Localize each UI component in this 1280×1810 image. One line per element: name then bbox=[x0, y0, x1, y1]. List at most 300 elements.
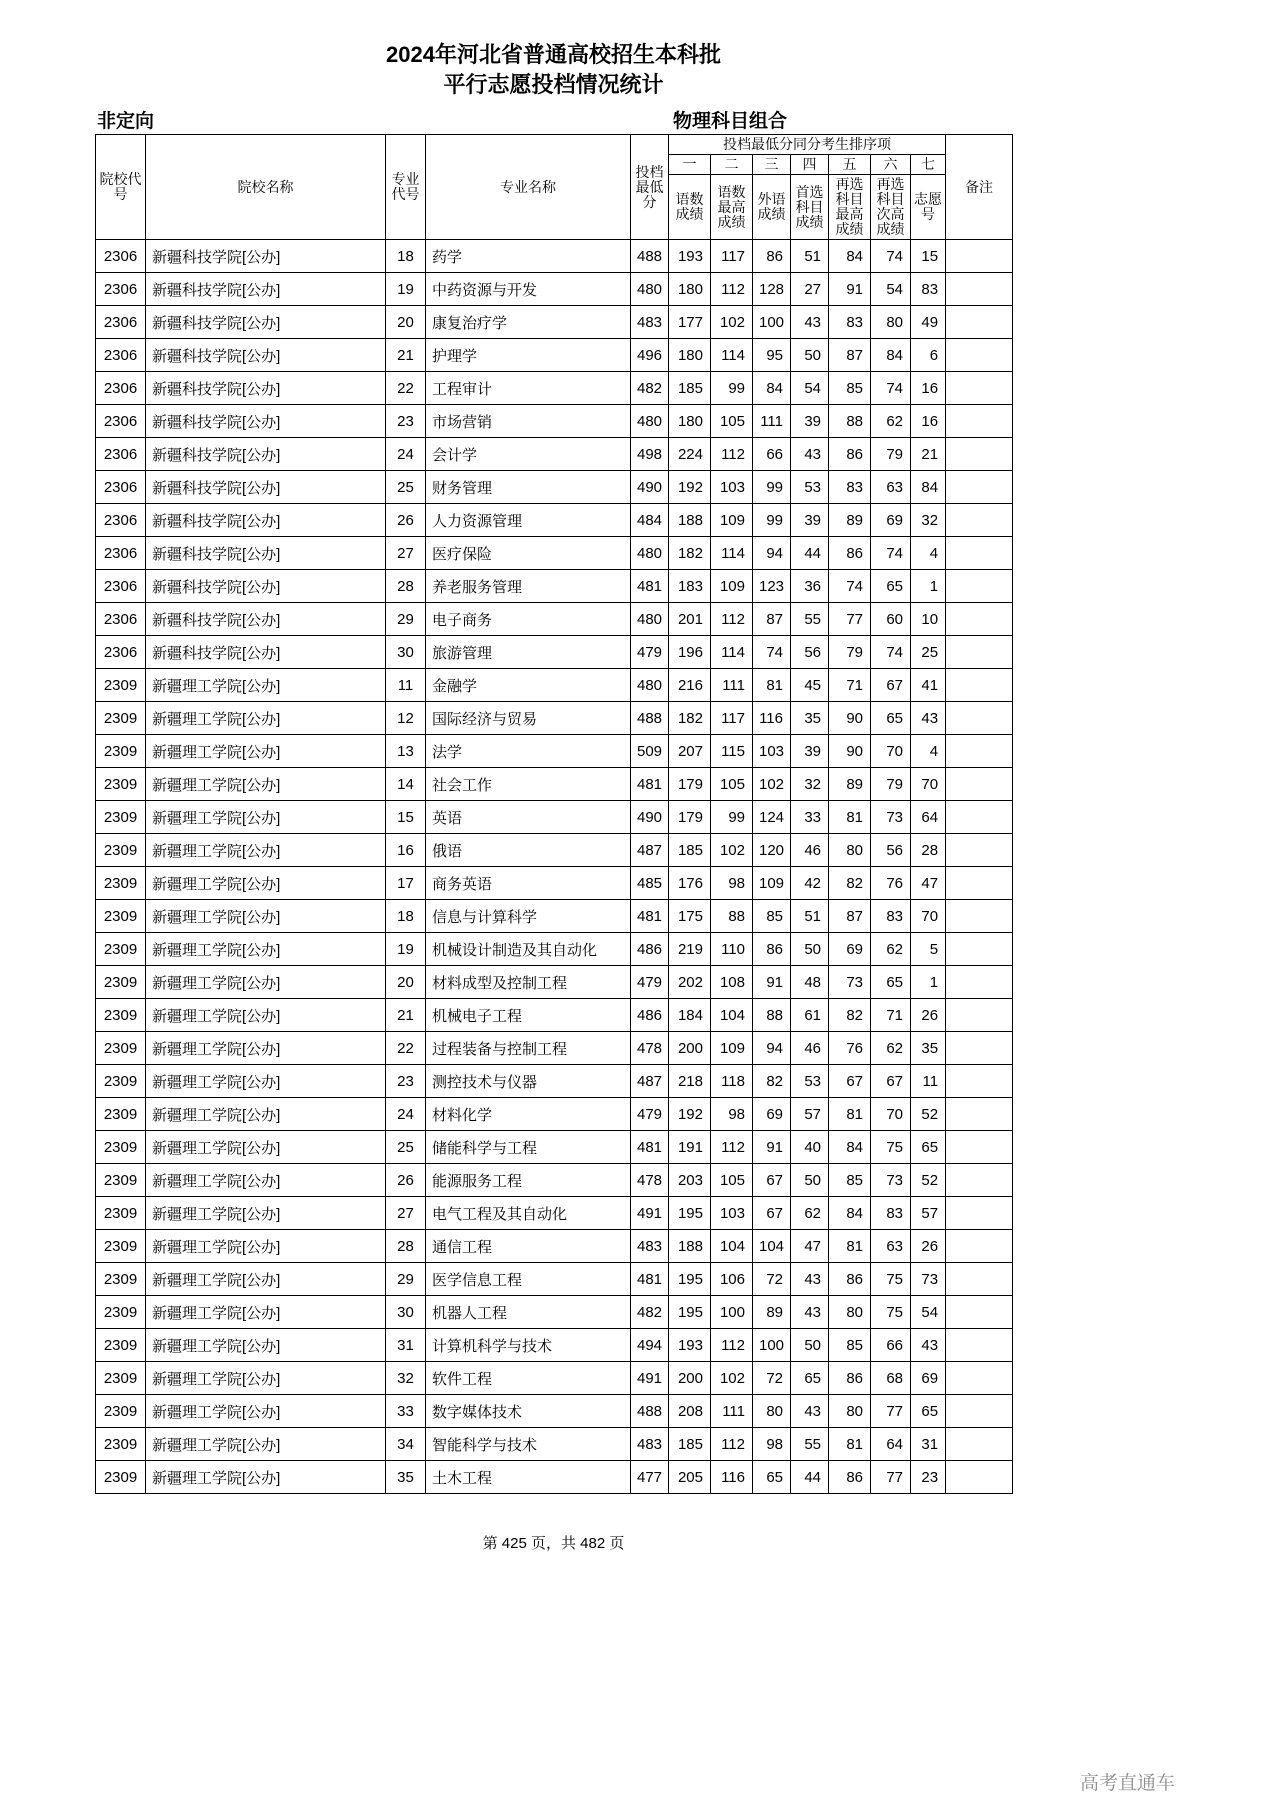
min-score-cell: 481 bbox=[631, 1131, 669, 1164]
sort-2-cell: 115 bbox=[711, 735, 753, 768]
sort-6-cell: 54 bbox=[871, 273, 911, 306]
major-name-cell: 机械设计制造及其自动化 bbox=[426, 933, 631, 966]
remark-cell bbox=[946, 867, 1013, 900]
sort-4-cell: 43 bbox=[791, 1296, 829, 1329]
sort-1-cell: 193 bbox=[669, 240, 711, 273]
sort-7-cell: 43 bbox=[911, 702, 946, 735]
sort-6-cell: 66 bbox=[871, 1329, 911, 1362]
sort-1-cell: 218 bbox=[669, 1065, 711, 1098]
sort-3-cell: 98 bbox=[753, 1428, 791, 1461]
table-row bbox=[96, 1131, 1013, 1164]
sort-3-cell: 65 bbox=[753, 1461, 791, 1494]
major-code-cell: 30 bbox=[386, 636, 426, 669]
major-code-cell: 21 bbox=[386, 999, 426, 1032]
sort-3-cell: 103 bbox=[753, 735, 791, 768]
major-name-cell: 金融学 bbox=[426, 669, 631, 702]
college-name-cell: 新疆科技学院[公办] bbox=[146, 636, 386, 669]
sort-5-cell: 90 bbox=[829, 702, 871, 735]
sort-3-cell: 89 bbox=[753, 1296, 791, 1329]
table-row bbox=[96, 438, 1013, 471]
remark-cell bbox=[946, 1197, 1013, 1230]
remark-cell bbox=[946, 933, 1013, 966]
sort-2-cell: 105 bbox=[711, 405, 753, 438]
sort-3-cell: 74 bbox=[753, 636, 791, 669]
sort-2-cell: 105 bbox=[711, 768, 753, 801]
major-code-cell: 18 bbox=[386, 900, 426, 933]
sort-2-cell: 103 bbox=[711, 471, 753, 504]
table-row bbox=[96, 471, 1013, 504]
sort-2-cell: 112 bbox=[711, 273, 753, 306]
college-code-cell: 2306 bbox=[96, 339, 146, 372]
sort-3-cell: 86 bbox=[753, 240, 791, 273]
sort-7-cell: 57 bbox=[911, 1197, 946, 1230]
college-name-cell: 新疆理工学院[公办] bbox=[146, 1461, 386, 1494]
sort-1-cell: 195 bbox=[669, 1263, 711, 1296]
college-code-cell: 2309 bbox=[96, 1428, 146, 1461]
college-code-cell: 2309 bbox=[96, 768, 146, 801]
sort-4-cell: 61 bbox=[791, 999, 829, 1032]
table-row bbox=[96, 867, 1013, 900]
college-code-cell: 2306 bbox=[96, 537, 146, 570]
major-name-cell: 机械电子工程 bbox=[426, 999, 631, 1032]
major-name-cell: 医学信息工程 bbox=[426, 1263, 631, 1296]
college-name-cell: 新疆科技学院[公办] bbox=[146, 273, 386, 306]
sort-5-cell: 86 bbox=[829, 537, 871, 570]
sort-5-cell: 67 bbox=[829, 1065, 871, 1098]
min-score-cell: 488 bbox=[631, 1395, 669, 1428]
sort-1-cell: 203 bbox=[669, 1164, 711, 1197]
major-name-cell: 商务英语 bbox=[426, 867, 631, 900]
table-row bbox=[96, 1197, 1013, 1230]
table-row bbox=[96, 702, 1013, 735]
sort-col-label-1: 语数成绩 bbox=[669, 175, 711, 240]
remark-cell bbox=[946, 537, 1013, 570]
sort-1-cell: 208 bbox=[669, 1395, 711, 1428]
sort-3-cell: 67 bbox=[753, 1197, 791, 1230]
sort-3-cell: 91 bbox=[753, 966, 791, 999]
sort-3-cell: 99 bbox=[753, 504, 791, 537]
sort-7-cell: 26 bbox=[911, 1230, 946, 1263]
sort-2-cell: 112 bbox=[711, 1131, 753, 1164]
college-name-cell: 新疆理工学院[公办] bbox=[146, 669, 386, 702]
sort-1-cell: 180 bbox=[669, 339, 711, 372]
college-code-cell: 2309 bbox=[96, 966, 146, 999]
remark-cell bbox=[946, 768, 1013, 801]
college-name-cell: 新疆科技学院[公办] bbox=[146, 240, 386, 273]
sort-6-cell: 67 bbox=[871, 669, 911, 702]
sort-6-cell: 83 bbox=[871, 900, 911, 933]
sort-7-cell: 52 bbox=[911, 1164, 946, 1197]
college-code-cell: 2309 bbox=[96, 1230, 146, 1263]
sort-col-label-4: 首选科目成绩 bbox=[791, 175, 829, 240]
sort-1-cell: 216 bbox=[669, 669, 711, 702]
sort-7-cell: 73 bbox=[911, 1263, 946, 1296]
college-name-cell: 新疆理工学院[公办] bbox=[146, 933, 386, 966]
sort-4-cell: 39 bbox=[791, 504, 829, 537]
sort-7-cell: 52 bbox=[911, 1098, 946, 1131]
table-row bbox=[96, 834, 1013, 867]
remark-cell bbox=[946, 273, 1013, 306]
table-row bbox=[96, 273, 1013, 306]
sort-4-cell: 46 bbox=[791, 834, 829, 867]
orientation-label: 非定向 bbox=[97, 111, 155, 132]
sort-5-cell: 77 bbox=[829, 603, 871, 636]
major-code-cell: 29 bbox=[386, 603, 426, 636]
sort-1-cell: 196 bbox=[669, 636, 711, 669]
col-header-college-name: 院校名称 bbox=[146, 135, 386, 240]
min-score-cell: 479 bbox=[631, 966, 669, 999]
sort-3-cell: 87 bbox=[753, 603, 791, 636]
college-name-cell: 新疆科技学院[公办] bbox=[146, 537, 386, 570]
col-header-major-name: 专业名称 bbox=[426, 135, 631, 240]
sort-4-cell: 27 bbox=[791, 273, 829, 306]
major-code-cell: 24 bbox=[386, 1098, 426, 1131]
sort-7-cell: 25 bbox=[911, 636, 946, 669]
sort-7-cell: 84 bbox=[911, 471, 946, 504]
college-code-cell: 2309 bbox=[96, 1032, 146, 1065]
college-code-cell: 2306 bbox=[96, 438, 146, 471]
sort-2-cell: 109 bbox=[711, 504, 753, 537]
remark-cell bbox=[946, 1131, 1013, 1164]
sort-3-cell: 111 bbox=[753, 405, 791, 438]
col-header-college-code: 院校代号 bbox=[96, 135, 146, 240]
sort-7-cell: 10 bbox=[911, 603, 946, 636]
table-row bbox=[96, 1395, 1013, 1428]
table-row bbox=[96, 504, 1013, 537]
sort-col-ordinal-5: 五 bbox=[829, 155, 871, 175]
major-name-cell: 材料化学 bbox=[426, 1098, 631, 1131]
min-score-cell: 480 bbox=[631, 603, 669, 636]
sort-6-cell: 74 bbox=[871, 537, 911, 570]
major-code-cell: 13 bbox=[386, 735, 426, 768]
sort-3-cell: 123 bbox=[753, 570, 791, 603]
major-name-cell: 康复治疗学 bbox=[426, 306, 631, 339]
col-header-remark: 备注 bbox=[946, 135, 1013, 240]
sort-6-cell: 74 bbox=[871, 372, 911, 405]
major-name-cell: 储能科学与工程 bbox=[426, 1131, 631, 1164]
min-score-cell: 484 bbox=[631, 504, 669, 537]
sort-col-label-7: 志愿号 bbox=[911, 175, 946, 240]
sort-3-cell: 94 bbox=[753, 537, 791, 570]
major-name-cell: 护理学 bbox=[426, 339, 631, 372]
sort-6-cell: 74 bbox=[871, 636, 911, 669]
sort-6-cell: 79 bbox=[871, 438, 911, 471]
sort-3-cell: 82 bbox=[753, 1065, 791, 1098]
sort-1-cell: 185 bbox=[669, 372, 711, 405]
college-code-cell: 2306 bbox=[96, 504, 146, 537]
table-row bbox=[96, 1065, 1013, 1098]
sort-5-cell: 83 bbox=[829, 306, 871, 339]
sort-2-cell: 104 bbox=[711, 1230, 753, 1263]
table-row bbox=[96, 1362, 1013, 1395]
major-name-cell: 能源服务工程 bbox=[426, 1164, 631, 1197]
sort-col-ordinal-4: 四 bbox=[791, 155, 829, 175]
college-code-cell: 2309 bbox=[96, 900, 146, 933]
major-name-cell: 软件工程 bbox=[426, 1362, 631, 1395]
remark-cell bbox=[946, 1032, 1013, 1065]
sort-2-cell: 99 bbox=[711, 372, 753, 405]
remark-cell bbox=[946, 339, 1013, 372]
sort-7-cell: 70 bbox=[911, 900, 946, 933]
sort-5-cell: 73 bbox=[829, 966, 871, 999]
min-score-cell: 487 bbox=[631, 1065, 669, 1098]
table-row bbox=[96, 306, 1013, 339]
table-row bbox=[96, 636, 1013, 669]
table-row bbox=[96, 405, 1013, 438]
college-name-cell: 新疆科技学院[公办] bbox=[146, 306, 386, 339]
college-name-cell: 新疆理工学院[公办] bbox=[146, 1197, 386, 1230]
sort-4-cell: 32 bbox=[791, 768, 829, 801]
min-score-cell: 483 bbox=[631, 306, 669, 339]
min-score-cell: 483 bbox=[631, 1230, 669, 1263]
major-name-cell: 电子商务 bbox=[426, 603, 631, 636]
sort-4-cell: 46 bbox=[791, 1032, 829, 1065]
college-name-cell: 新疆理工学院[公办] bbox=[146, 702, 386, 735]
major-name-cell: 过程装备与控制工程 bbox=[426, 1032, 631, 1065]
min-score-cell: 481 bbox=[631, 570, 669, 603]
college-code-cell: 2309 bbox=[96, 1263, 146, 1296]
major-code-cell: 25 bbox=[386, 1131, 426, 1164]
col-header-major-code: 专业代号 bbox=[386, 135, 426, 240]
college-name-cell: 新疆理工学院[公办] bbox=[146, 1329, 386, 1362]
major-name-cell: 材料成型及控制工程 bbox=[426, 966, 631, 999]
sort-3-cell: 67 bbox=[753, 1164, 791, 1197]
sort-7-cell: 21 bbox=[911, 438, 946, 471]
sort-7-cell: 69 bbox=[911, 1362, 946, 1395]
sort-3-cell: 100 bbox=[753, 306, 791, 339]
min-score-cell: 477 bbox=[631, 1461, 669, 1494]
remark-cell bbox=[946, 702, 1013, 735]
major-code-cell: 23 bbox=[386, 1065, 426, 1098]
sort-4-cell: 39 bbox=[791, 405, 829, 438]
sort-2-cell: 111 bbox=[711, 669, 753, 702]
sort-7-cell: 35 bbox=[911, 1032, 946, 1065]
table-row bbox=[96, 801, 1013, 834]
college-code-cell: 2306 bbox=[96, 603, 146, 636]
college-name-cell: 新疆理工学院[公办] bbox=[146, 1395, 386, 1428]
min-score-cell: 482 bbox=[631, 1296, 669, 1329]
sort-2-cell: 111 bbox=[711, 1395, 753, 1428]
major-code-cell: 23 bbox=[386, 405, 426, 438]
major-code-cell: 30 bbox=[386, 1296, 426, 1329]
min-score-cell: 480 bbox=[631, 273, 669, 306]
sort-1-cell: 182 bbox=[669, 537, 711, 570]
sort-4-cell: 56 bbox=[791, 636, 829, 669]
major-code-cell: 12 bbox=[386, 702, 426, 735]
major-code-cell: 34 bbox=[386, 1428, 426, 1461]
sort-5-cell: 84 bbox=[829, 1197, 871, 1230]
table-row bbox=[96, 1098, 1013, 1131]
sort-6-cell: 62 bbox=[871, 933, 911, 966]
college-code-cell: 2306 bbox=[96, 636, 146, 669]
college-name-cell: 新疆科技学院[公办] bbox=[146, 438, 386, 471]
college-name-cell: 新疆科技学院[公办] bbox=[146, 570, 386, 603]
min-score-cell: 479 bbox=[631, 1098, 669, 1131]
major-name-cell: 俄语 bbox=[426, 834, 631, 867]
sort-col-label-6: 再选科目次高成绩 bbox=[871, 175, 911, 240]
sort-3-cell: 99 bbox=[753, 471, 791, 504]
sort-2-cell: 100 bbox=[711, 1296, 753, 1329]
sort-7-cell: 64 bbox=[911, 801, 946, 834]
sort-6-cell: 62 bbox=[871, 405, 911, 438]
sort-4-cell: 39 bbox=[791, 735, 829, 768]
college-code-cell: 2309 bbox=[96, 1164, 146, 1197]
min-score-cell: 494 bbox=[631, 1329, 669, 1362]
sort-5-cell: 76 bbox=[829, 1032, 871, 1065]
college-name-cell: 新疆理工学院[公办] bbox=[146, 867, 386, 900]
sort-2-cell: 109 bbox=[711, 1032, 753, 1065]
sort-5-cell: 86 bbox=[829, 1461, 871, 1494]
sort-1-cell: 175 bbox=[669, 900, 711, 933]
major-code-cell: 26 bbox=[386, 504, 426, 537]
table-header bbox=[96, 135, 1013, 240]
college-name-cell: 新疆理工学院[公办] bbox=[146, 966, 386, 999]
sort-4-cell: 55 bbox=[791, 603, 829, 636]
sort-3-cell: 100 bbox=[753, 1329, 791, 1362]
sort-3-cell: 102 bbox=[753, 768, 791, 801]
major-name-cell: 测控技术与仪器 bbox=[426, 1065, 631, 1098]
remark-cell bbox=[946, 1164, 1013, 1197]
college-code-cell: 2306 bbox=[96, 372, 146, 405]
remark-cell bbox=[946, 405, 1013, 438]
sort-6-cell: 56 bbox=[871, 834, 911, 867]
sort-4-cell: 54 bbox=[791, 372, 829, 405]
sort-2-cell: 99 bbox=[711, 801, 753, 834]
sort-col-ordinal-2: 二 bbox=[711, 155, 753, 175]
remark-cell bbox=[946, 438, 1013, 471]
sort-5-cell: 85 bbox=[829, 1164, 871, 1197]
sort-5-cell: 79 bbox=[829, 636, 871, 669]
sort-5-cell: 83 bbox=[829, 471, 871, 504]
labels-row bbox=[95, 106, 1012, 132]
sort-6-cell: 60 bbox=[871, 603, 911, 636]
major-name-cell: 英语 bbox=[426, 801, 631, 834]
college-name-cell: 新疆理工学院[公办] bbox=[146, 1263, 386, 1296]
sort-2-cell: 109 bbox=[711, 570, 753, 603]
min-score-cell: 496 bbox=[631, 339, 669, 372]
sort-5-cell: 86 bbox=[829, 438, 871, 471]
table-body bbox=[96, 240, 1013, 1494]
min-score-cell: 488 bbox=[631, 240, 669, 273]
watermark: 高考直通车 bbox=[1080, 1773, 1176, 1794]
sort-3-cell: 66 bbox=[753, 438, 791, 471]
college-code-cell: 2309 bbox=[96, 1329, 146, 1362]
min-score-cell: 478 bbox=[631, 1032, 669, 1065]
sort-4-cell: 43 bbox=[791, 438, 829, 471]
major-name-cell: 土木工程 bbox=[426, 1461, 631, 1494]
major-code-cell: 29 bbox=[386, 1263, 426, 1296]
sort-1-cell: 195 bbox=[669, 1197, 711, 1230]
sort-5-cell: 86 bbox=[829, 1263, 871, 1296]
sort-2-cell: 102 bbox=[711, 1362, 753, 1395]
sort-3-cell: 95 bbox=[753, 339, 791, 372]
remark-cell bbox=[946, 735, 1013, 768]
remark-cell bbox=[946, 900, 1013, 933]
sort-3-cell: 128 bbox=[753, 273, 791, 306]
min-score-cell: 480 bbox=[631, 405, 669, 438]
remark-cell bbox=[946, 570, 1013, 603]
sort-7-cell: 28 bbox=[911, 834, 946, 867]
major-name-cell: 中药资源与开发 bbox=[426, 273, 631, 306]
major-code-cell: 19 bbox=[386, 933, 426, 966]
sort-7-cell: 65 bbox=[911, 1131, 946, 1164]
table-row bbox=[96, 999, 1013, 1032]
sort-6-cell: 70 bbox=[871, 735, 911, 768]
major-code-cell: 19 bbox=[386, 273, 426, 306]
college-name-cell: 新疆理工学院[公办] bbox=[146, 1362, 386, 1395]
sort-5-cell: 84 bbox=[829, 1131, 871, 1164]
sort-6-cell: 75 bbox=[871, 1131, 911, 1164]
college-name-cell: 新疆理工学院[公办] bbox=[146, 735, 386, 768]
sort-4-cell: 36 bbox=[791, 570, 829, 603]
sort-1-cell: 202 bbox=[669, 966, 711, 999]
college-code-cell: 2309 bbox=[96, 867, 146, 900]
college-code-cell: 2309 bbox=[96, 834, 146, 867]
sort-4-cell: 62 bbox=[791, 1197, 829, 1230]
major-code-cell: 28 bbox=[386, 1230, 426, 1263]
sort-2-cell: 112 bbox=[711, 603, 753, 636]
header-row-top bbox=[96, 135, 1013, 155]
min-score-cell: 478 bbox=[631, 1164, 669, 1197]
sort-6-cell: 64 bbox=[871, 1428, 911, 1461]
remark-cell bbox=[946, 1065, 1013, 1098]
college-name-cell: 新疆科技学院[公办] bbox=[146, 603, 386, 636]
sort-1-cell: 180 bbox=[669, 273, 711, 306]
sort-col-ordinal-3: 三 bbox=[753, 155, 791, 175]
sort-4-cell: 42 bbox=[791, 867, 829, 900]
major-code-cell: 20 bbox=[386, 966, 426, 999]
sort-4-cell: 40 bbox=[791, 1131, 829, 1164]
sort-5-cell: 86 bbox=[829, 1362, 871, 1395]
college-code-cell: 2306 bbox=[96, 306, 146, 339]
college-code-cell: 2309 bbox=[96, 1362, 146, 1395]
sort-6-cell: 73 bbox=[871, 801, 911, 834]
college-code-cell: 2309 bbox=[96, 702, 146, 735]
min-score-cell: 480 bbox=[631, 669, 669, 702]
remark-cell bbox=[946, 372, 1013, 405]
min-score-cell: 483 bbox=[631, 1428, 669, 1461]
college-name-cell: 新疆理工学院[公办] bbox=[146, 1131, 386, 1164]
remark-cell bbox=[946, 306, 1013, 339]
sort-1-cell: 177 bbox=[669, 306, 711, 339]
sort-col-ordinal-6: 六 bbox=[871, 155, 911, 175]
college-name-cell: 新疆理工学院[公办] bbox=[146, 768, 386, 801]
min-score-cell: 486 bbox=[631, 933, 669, 966]
min-score-cell: 491 bbox=[631, 1362, 669, 1395]
page-footer: 第 425 页，共 482 页 bbox=[482, 1535, 625, 1552]
min-score-cell: 491 bbox=[631, 1197, 669, 1230]
major-name-cell: 国际经济与贸易 bbox=[426, 702, 631, 735]
college-name-cell: 新疆理工学院[公办] bbox=[146, 801, 386, 834]
sort-3-cell: 84 bbox=[753, 372, 791, 405]
college-name-cell: 新疆科技学院[公办] bbox=[146, 405, 386, 438]
sort-7-cell: 16 bbox=[911, 405, 946, 438]
sort-4-cell: 47 bbox=[791, 1230, 829, 1263]
sort-1-cell: 192 bbox=[669, 471, 711, 504]
remark-cell bbox=[946, 240, 1013, 273]
table-row bbox=[96, 768, 1013, 801]
sort-4-cell: 50 bbox=[791, 339, 829, 372]
sort-1-cell: 176 bbox=[669, 867, 711, 900]
remark-cell bbox=[946, 1230, 1013, 1263]
sort-2-cell: 112 bbox=[711, 1428, 753, 1461]
sort-1-cell: 200 bbox=[669, 1032, 711, 1065]
sort-4-cell: 65 bbox=[791, 1362, 829, 1395]
sort-2-cell: 98 bbox=[711, 867, 753, 900]
remark-cell bbox=[946, 1362, 1013, 1395]
sort-7-cell: 49 bbox=[911, 306, 946, 339]
college-name-cell: 新疆科技学院[公办] bbox=[146, 339, 386, 372]
